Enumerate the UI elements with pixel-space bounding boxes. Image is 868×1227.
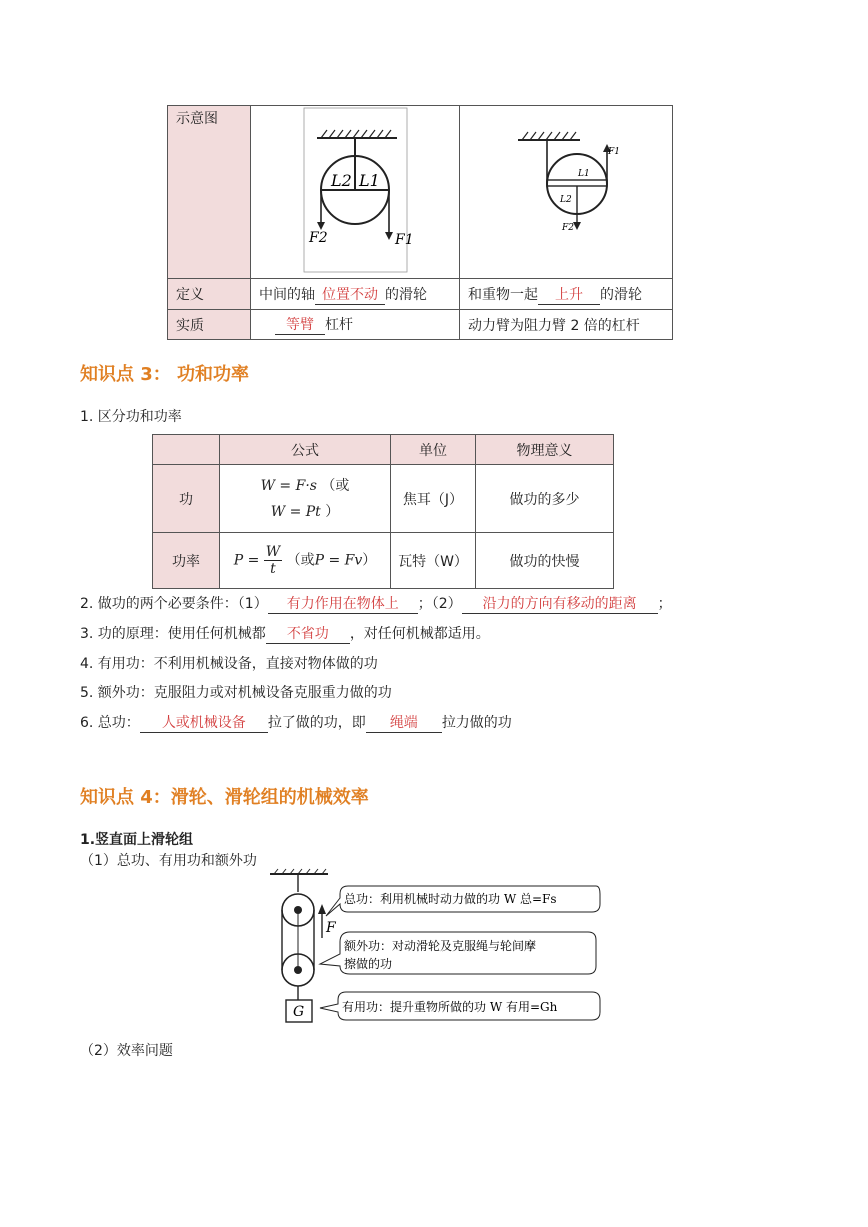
section4-sub1b: （2）效率问题	[80, 1043, 173, 1059]
callout-extra-work-1: 额外功：对动滑轮及克服绳与轮间摩	[344, 939, 537, 953]
section4-sub1: 1.竖直面上滑轮组	[80, 832, 194, 848]
item3-answer: 不省功	[266, 623, 350, 644]
item6-answer1: 人或机械设备	[140, 712, 268, 733]
work-formula-b-note: ）	[325, 503, 340, 520]
item2-mid: ；（2）	[417, 596, 462, 612]
movable-def-prefix: 和重物一起	[468, 286, 538, 303]
table2-header-meaning: 物理意义	[476, 435, 614, 465]
work-formula-a: W = F·s	[260, 477, 317, 494]
fixed-label-l2: L2	[331, 171, 352, 190]
movable-pulley-diagram	[460, 106, 672, 274]
work-formula-b: W = Pt	[270, 503, 321, 520]
work-formula-a-note: （或	[321, 477, 350, 494]
power-formula-note-close: ）	[362, 552, 377, 569]
diagram-g-label: G	[293, 1004, 305, 1020]
item6-mid: 拉了做的功，即	[267, 715, 366, 731]
pulley-block-diagram	[262, 868, 602, 1028]
table2-header-formula: 公式	[220, 435, 391, 465]
section3-item5: 5. 额外功：克服阻力或对机械设备克服重力做的功	[80, 685, 392, 701]
movable-label-l2: L2	[560, 195, 572, 205]
item6-answer2: 绳端	[366, 712, 442, 733]
section3-item4: 4. 有用功：不利用机械设备，直接对物体做的功	[80, 656, 378, 672]
table2-row-work-meaning: 做功的多少	[476, 465, 614, 533]
power-frac-num: W	[265, 544, 281, 560]
fixed-def-answer: 位置不动	[315, 284, 385, 305]
table2-header-unit: 单位	[391, 435, 476, 465]
section3-item6	[80, 712, 512, 733]
pulley-comparison-table	[167, 105, 673, 340]
item6-suffix: 拉力做的功	[441, 715, 512, 731]
work-power-table	[152, 434, 614, 589]
fixed-label-l1: L1	[359, 171, 380, 190]
fixed-label-f2: F2	[309, 230, 328, 246]
fixed-definition	[251, 279, 460, 310]
table2-row-power-formula	[220, 533, 391, 589]
table2-corner	[153, 435, 220, 465]
table2-row-work-formula	[220, 465, 391, 533]
fixed-pulley-diagram-cell	[251, 106, 460, 279]
table2-row-work-name: 功	[153, 465, 220, 533]
power-frac-den: t	[270, 561, 276, 577]
movable-label-f1: F1	[608, 147, 620, 157]
item6-prefix: 6. 总功：	[80, 715, 140, 731]
item2-answer2: 沿力的方向有移动的距离	[462, 593, 658, 614]
item2-suffix: ；	[657, 596, 672, 612]
row-label-essence: 实质	[168, 310, 251, 340]
diagram-f-label: F	[326, 920, 336, 936]
movable-def-answer: 上升	[538, 284, 600, 305]
movable-def-suffix: 的滑轮	[600, 286, 642, 303]
callout-extra-work-2: 擦做的功	[344, 957, 393, 971]
movable-label-f2: F2	[562, 223, 574, 233]
power-formula-note-open: （或	[286, 552, 315, 569]
row-label-diagram: 示意图	[168, 106, 251, 279]
section3-item1: 1. 区分功和功率	[80, 409, 182, 425]
item2-answer1: 有力作用在物体上	[268, 593, 418, 614]
table2-row-work-unit: 焦耳（J）	[391, 465, 476, 533]
row-label-definition: 定义	[168, 279, 251, 310]
table2-row-power-unit: 瓦特（W）	[391, 533, 476, 589]
section3-heading: 知识点 3： 功和功率	[80, 364, 250, 385]
item2-prefix: 2. 做功的两个必要条件：（1）	[80, 596, 268, 612]
fixed-pulley-diagram	[251, 106, 459, 274]
callout-useful-work: 有用功：提升重物所做的功 W 有用=Gh	[342, 1000, 558, 1014]
item3-prefix: 3. 功的原理：使用任何机械都	[80, 626, 266, 642]
power-fraction	[264, 544, 282, 577]
section3-item3	[80, 623, 490, 644]
movable-pulley-diagram-cell	[460, 106, 673, 279]
fixed-def-suffix: 的滑轮	[385, 286, 427, 303]
power-formula-alt: P = Fv	[314, 552, 363, 569]
fixed-def-prefix: 中间的轴	[259, 286, 315, 303]
table2-row-power-meaning: 做功的快慢	[476, 533, 614, 589]
fixed-essence-suffix: 杠杆	[325, 317, 353, 333]
movable-definition	[460, 279, 673, 310]
fixed-essence-answer: 等臂	[275, 314, 325, 335]
callout-total-work: 总功：利用机械时动力做的功 W 总=Fs	[344, 892, 557, 906]
power-formula-lhs: P =	[233, 552, 260, 569]
section3-item2	[80, 593, 672, 614]
table2-row-power-name: 功率	[153, 533, 220, 589]
fixed-label-f1: F1	[395, 232, 414, 248]
fixed-essence	[251, 310, 460, 340]
section4-sub1a: （1）总功、有用功和额外功	[80, 853, 257, 869]
item3-suffix: ，对任何机械都适用。	[349, 626, 490, 642]
section4-heading: 知识点 4：滑轮、滑轮组的机械效率	[80, 787, 369, 808]
movable-essence: 动力臂为阻力臂 2 倍的杠杆	[460, 310, 673, 340]
movable-label-l1: L1	[578, 169, 590, 179]
